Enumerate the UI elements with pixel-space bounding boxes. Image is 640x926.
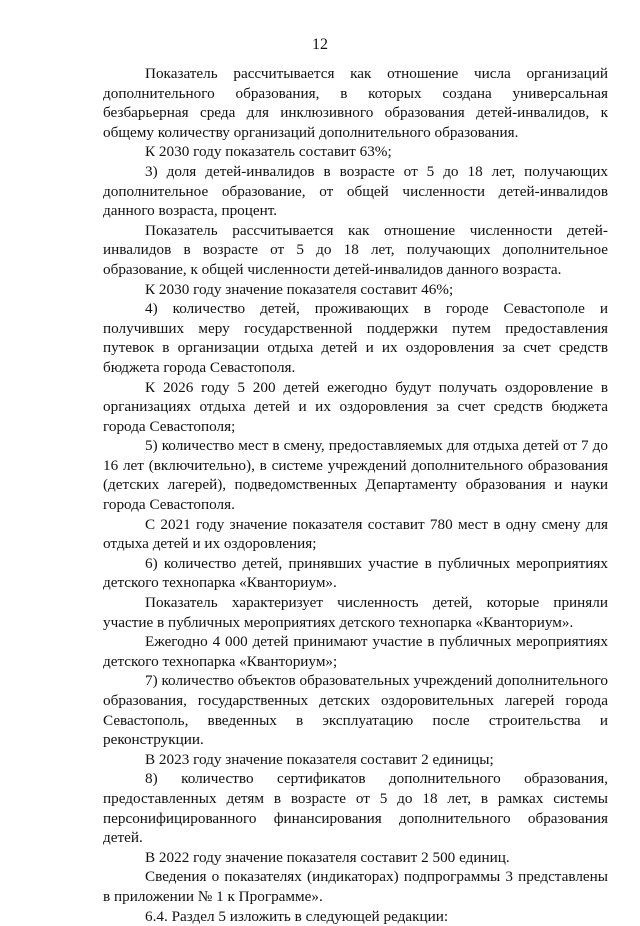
paragraph-indicator-6-target: Ежегодно 4 000 детей принимают участие в публичных мероприятиях детского технопарка «Кванториум»; (103, 633, 608, 670)
paragraph-indicator-6-method: Показатель характеризует численность детей, которые приняли участие в публичных мероприятиях детского технопарка «Кванториум». (103, 594, 608, 631)
paragraph-indicator-2-method: Показатель рассчитывается как отношение числа организаций дополнительного образования, в которых создана универсальная безбарьерная среда для инклюзивного образования детей-инвалидов, к общему количеству организаций дополнительного образования. (103, 65, 608, 141)
page-number: 12 (312, 36, 328, 53)
paragraph-indicator-8-title: 8) количество сертификатов дополнительного образования, предоставленных детям в возрасте от 5 до 18 лет, в рамках системы персонифицированного финансирования дополнительного образования детей. (103, 770, 608, 847)
paragraph-indicator-4-title: 4) количество детей, проживающих в городе Севастополе и получивших меру государственной поддержки путем предоставления путевок в организации отдыха детей и их оздоровления за счет средств бюджета города Севастополя. (103, 300, 608, 376)
paragraph-indicator-3-target: К 2030 году значение показателя составит 46%; (145, 280, 454, 298)
paragraph-indicator-7-target: В 2023 году значение показателя составит 2 единицы; (145, 750, 494, 768)
paragraph-indicator-6-title: 6) количество детей, принявших участие в публичных мероприятиях детского технопарка «Кванториум». (103, 554, 608, 592)
paragraph-indicator-4-target: К 2026 году 5 200 детей ежегодно будут получать оздоровление в организациях отдыха детей и их оздоровления за счет средств бюджета города Севастополя; (103, 378, 608, 435)
paragraph-indicator-7-title: 7) количество объектов образовательных учреждений дополнительного образования, государственных детских оздоровительных лагерей города Севастополь, введенных в эксплуатацию после строительства и реконструкции. (103, 672, 608, 749)
paragraph-indicator-8-target: В 2022 году значение показателя составит 2 500 единиц. (145, 848, 510, 866)
paragraph-indicator-5-target: С 2021 году значение показателя составит 780 мест в одну смену для отдыха детей и их оздоровления; (103, 515, 608, 553)
paragraph-appendix-reference: Сведения о показателях (индикаторах) подпрограммы 3 представлены в приложении № 1 к Программе». (103, 868, 608, 905)
paragraph-indicator-3-title: 3) доля детей-инвалидов в возрасте от 5 до 18 лет, получающих дополнительное образование, от общей численности детей-инвалидов данного возраста, процент. (103, 162, 608, 220)
paragraph-indicator-5-title: 5) количество мест в смену, предоставляемых для отдыха детей от 7 до 16 лет (включительно), в системе учреждений дополнительного образования (детских лагерей), подведомственных Департаменту образования и науки города Севастополя. (103, 437, 608, 514)
document-body (103, 64, 608, 926)
paragraph-section-amendment: 6.4. Раздел 5 изложить в следующей редакции: (145, 907, 449, 925)
paragraph-indicator-3-method: Показатель рассчитывается как отношение численности детей-инвалидов в возрасте от 5 до 18 лет, получающих дополнительное образование, к общей численности детей-инвалидов данного возраста. (103, 221, 608, 278)
paragraph-indicator-2-target: К 2030 году показатель составит 63%; (145, 143, 392, 161)
